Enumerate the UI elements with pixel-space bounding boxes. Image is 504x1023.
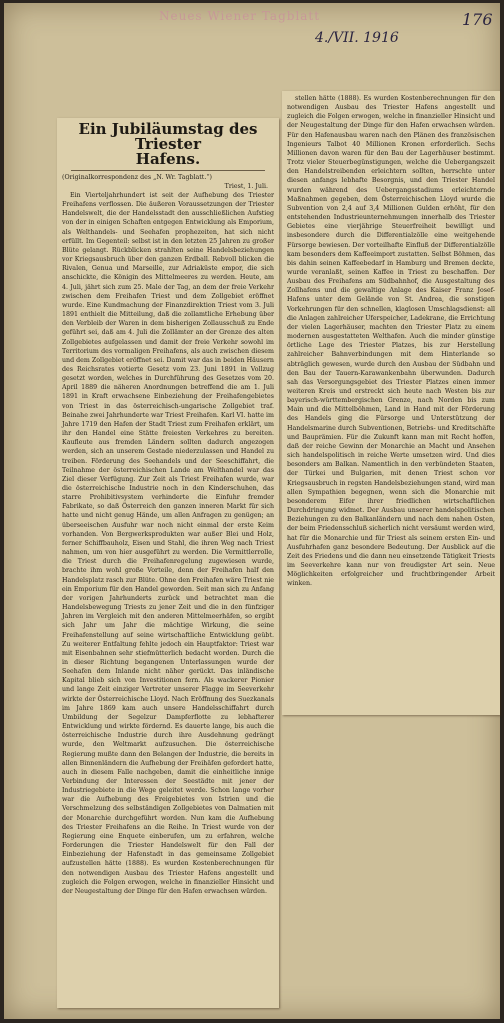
article-title-line1: Ein Jubiläumstag des Triester xyxy=(78,120,258,153)
clipping-right xyxy=(282,91,500,715)
title-divider xyxy=(71,170,265,171)
article-column-left xyxy=(57,191,279,896)
folio-number: 176 xyxy=(462,10,493,29)
column-right-text: stellen hätte (1888). Es wurden Kostenberechnungen für den notwendigen Ausbau des Triester Hafens angestellt und zugleich die Folgen erwogen, welche in finanzieller Hinsicht und der Neugestaltung der Dinge für den Hafen erwachsen würden. Für den Hafenausbau waren nach den Plänen des französischen Ingenieurs Talbot 40 Millionen Kronen erforderlich. Sechs Millionen davon waren für den Bau der Lagerhäuser bestimmt. Trotz vieler Steuerbegünstigungen, welche die Uebergangszeit den Handelstreibenden erleichtern sollten, herrschte unter diesen anfangs lebhafte Besorgnis, und den Triester Handel wurden während des Uebergangsstadiums erleichternde Maßnahmen gegeben, dem Österreichischen Lloyd wurde die Subvention von 2,4 auf 3,4 Millionen Gulden erhöht, für den entstehenden Industrieunternehmungen innerhalb des Triester Gebietes eine vierjährige Steuerfreiheit bewilligt und insbesondere durch die Differentialzölle eine weitgehende Fürsorge bewiesen. Der vorteilhafte Einfluß der Differentialzölle kam besonders dem Kaffeeimport zustatten. Selbst Böhmen, das bis dahin seinen Kaffeebedarf in Hamburg und Bremen deckte, wurde veranlaßt, seinen Kaffee in Triest zu beschaffen. Der Ausbau des Freihafens am Südbahnhof, die Ausgestaltung des Zollhafens und die gewaltige Anlage des Kaiser Franz Josef-Hafens unter dem Gelände von St. Andrea, die sonstigen Vorkehrungen für den schnellen, klaglosen Umschlagsdienst: all die Anlagen zahlreicher Uferspeicher, Ladekrane, die Errichtung der vielen Lagerhäuser, machten den Triester Platz zu einem modernen ausgestatteten Welthafen. Auch die minder günstige örtliche Lage des Triester Platzes, bis zur Herstellung zahlreicher Bahnverbindungen mit dem Hinterlande so abträglich gewesen, wurde durch den Ausbau der Südbahn und den Bau der Tauern-Karawankenbahn überwunden. Dadurch sah das Versorgungsgebiet des Triester Platzes einen immer weiteren Kreis und erstreckt sich heute nach Westen bis zur bayerisch-württembergischen Grenze, nach Norden bis zum Main und die Mittelböhmen, Land in Hand mit der Förderung des Handels ging die Fürsorge und Unterstützung der Handelsmarine durch Subventionen, Betriebs- und Kreditschäfte und Bauprämien. Für die Zukunft kann man mit Recht hoffen, daß der reiche Gewinn der Monarchie an Macht und Ansehen sich handelspolitisch in reiche Werte umsetzen wird. Und dies besonders am Balkan. Namentlich in den verbündeten Staaten, der Türkei und Bulgarien, mit denen Triest schon vor Kriegsausbruch in regsten Handelsbeziehungen stand, wird man allen Sympathien begegnen, wenn sich die Monarchie mit besonderem Eifer ihrer friedlichen wirtschaftlichen Durchdringung widmet. Der Ausbau unserer handelspolitischen Beziehungen zu den Balkanländern und nach dem nahen Osten, der beim Friedensschluß sicherlich nicht versäumt werden wird, hat für die Monarchie und für Triest als seinem ersten Ein- und Ausfuhrhafen ganz besondere Bedeutung. Der Ausblick auf die Zeit des Friedens und die dann neu einsetzende Tätigkeit Triests im Seeverkehre kann nur von freudigster Art sein. Neue Möglichkeiten erfolgreicher und fruchtbringender Arbeit winken. xyxy=(287,95,495,588)
article-title-line2: Hafens. xyxy=(135,150,201,168)
newspaper-name-stamp: Neues Wiener Tagblatt xyxy=(159,9,321,23)
handwritten-date: 4./VII. 1916 xyxy=(315,30,399,46)
article-column-right xyxy=(282,91,500,588)
article-title xyxy=(61,122,275,167)
clipping-left xyxy=(57,118,279,1008)
byline xyxy=(57,173,279,191)
dateline: Triest, 1. Juli. xyxy=(224,183,268,190)
column-left-text: Ein Vierteljahrhundert ist seit der Aufhebung des Triester Freihafens verflossen. Die äußeren Voraussetzungen der Triester Handelswelt, die der Handelsstadt den ausschließlichen Aufstieg von der in einigen Schaften entgegen Entwicklung als Emporium, als Welthandels- und Seehafen prophezeiten, hat sich nicht erfüllt. Im Gegenteil: selbst ist in den letzten 25 Jahren zu großer Blüte gelangt. Rückblicken strahlten seine Handelsbeziehungen vor Kriegsausbruch über den ganzen Erdball. Rebvoll blicken die Rivalen, Genua und Marseille, zur Adriaküste empor, die sich anschickte, die Königin des Mittelmeeres zu werden. Heute, am 4. Juli, jährt sich zum 25. Male der Tag, an dem der freie Verkehr zwischen dem Freihafen Triest und dem Zollgebiet eröffnet wurde. Eine Kundmachung der Finanzdirektion Triest vom 3. Juli 1891 enthielt die Mitteilung, daß die zollamtliche Erhebung über den Verbleib der Waren in dem bisherigen Zollausschuß zu Ende geführt sei, daß am 4. Juli die Zollämter an der Grenze des alten Zollgebietes aufgelassen und damit der freie Verkehr sowohl im Territorium des vormaligen Freihafens, als auch zwischen diesem und dem Zollgebiet eröffnet sei. Damit war das in beiden Häusern des Reichsrates votierte Gesetz vom 23. Juni 1891 in Vollzug gesetzt worden, welches in Durchführung des Gesetzes vom 20. April 1889 die näheren Anordnungen betreffend die am 1. Juli 1891 in Kraft erwachsene Einbeziehung der Freihafengebietes von Triest in das österreichisch-ungarische Zollgebiet traf. Beinahe zwei Jahrhunderte war Triest Freihafen. Karl VI. hatte im Jahre 1719 den Hafen der Stadt Triest zum Freihafen erklärt, um ihr den Handel eine Stätte freiesten Verkehres zu bereiten. Kaufleute aus fremden Ländern sollten dadurch angezogen werden, sich an unserem Gestade niederzulassen und Handel zu treiben. Förderung des Seehandels und der Seeschiffahrt, die Teilnahme der österreichischen Lande am Welthandel war das Ziel dieser Verfügung. Zur Zeit als Triest Freihafen wurde, war die österreichische Industrie noch in den Kinderschuhen, das starre Prohibitivsystem verhinderte die Einfuhr fremder Fabrikate, so daß Österreich den ganzen inneren Markt für sich hatte und nicht genug Hände, um allen Anfragen zu genügen; an überseeischen Ausfuhr war noch nicht einmal der erste Keim vorhanden. Von Bergwerksprodukten war außer Blei und Holz, ferner Schiffbauholz, Eisen und Stahl, die ihren Weg nach Triest nahmen, um von hier ausgeführt zu werden. Die Vermittlerrolle, die Triest durch die Freihafenregelung zugewiesen wurde, brachte ihm wohl große Vorteile, denn der Freihafen half den Handelsplatz rasch zur Blüte. Ohne den Freihafen wäre Triest nie ein Emporium für den Handel geworden. Seit man sich zu Anfang der vorigen Jahrhunderts zurück und betrachtet man die Handelsbewegung Triests zu jener Zeit und die in den fünfziger Jahren im Vergleich mit den anderen Mittelmeerhäfen, so ergibt sich Jahr um Jahr die mächtige Wirkung, die seine Freihafenstellung auf seine wirtschaftliche Entwicklung geübt. Zu weiterer Entfaltung fehlte jedoch ein Hauptfaktor: Triest war mit Eisenbahnen sehr stiefmütterlich bedacht worden. Durch die in dieser Richtung begangenen Unterlassungen wurde der Seehafen dem Inlande nicht näher gerückt. Das inländische Kapital blieb sich von Investitionen fern. Als wackerer Pionier und lange Zeit einziger Vertreter unserer Flagge im Seeverkehr wirkte der Österreichische Lloyd. Nach Eröffnung des Suezkanals im Jahre 1869 kam auch unsere Handelsschiffahrt durch Umbildung der Segelzur Dampferflotte zu lebhafterer Entwicklung und wirkte fördernd. Es dauerte lange, bis auch die österreichische Industrie durch ihre Ausdehnung gedrängt wurde, den Weltmarkt aufzusuchen. Die österreichische Regierung mußte dann den Belangen der Industrie, die bereits in allen Binnenländern die Aufhebung der Freihäfen gefordert hatte, auch in diesem Falle nachgeben, damit die einheitliche innige Verbindung der Interessen der Seestädte mit jener der Industriegebiete in die Wege geleitet werde. Schon lange vorher war die Aufhebung des Freigebietes von Istrien und die Verschmelzung des selbständigen Zollgebietes von Dalmatien mit der Monarchie durchgeführt worden. Nun kam die Aufhebung des Triester Freihafens an die Reihe. In Triest wurde von der Regierung eine Enquete einberufen, um zu erfahren, welche Forderungen die Triester Handelswelt für den Fall der Einbeziehung der Hafenstadt in das gemeinsame Zollgebiet aufzustellen hätte (1888). Es wurden Kostenberechnungen für den notwendigen Ausbau des Triester Hafens angestellt und zugleich die Folgen erwogen, welche in finanzieller Hinsicht und der Neugestaltung der Dinge für den Hafen erwachsen würden. xyxy=(62,192,275,895)
byline-source: (Originalkorrespondenz des „N. Wr. Tagblatt.“) xyxy=(62,174,213,181)
